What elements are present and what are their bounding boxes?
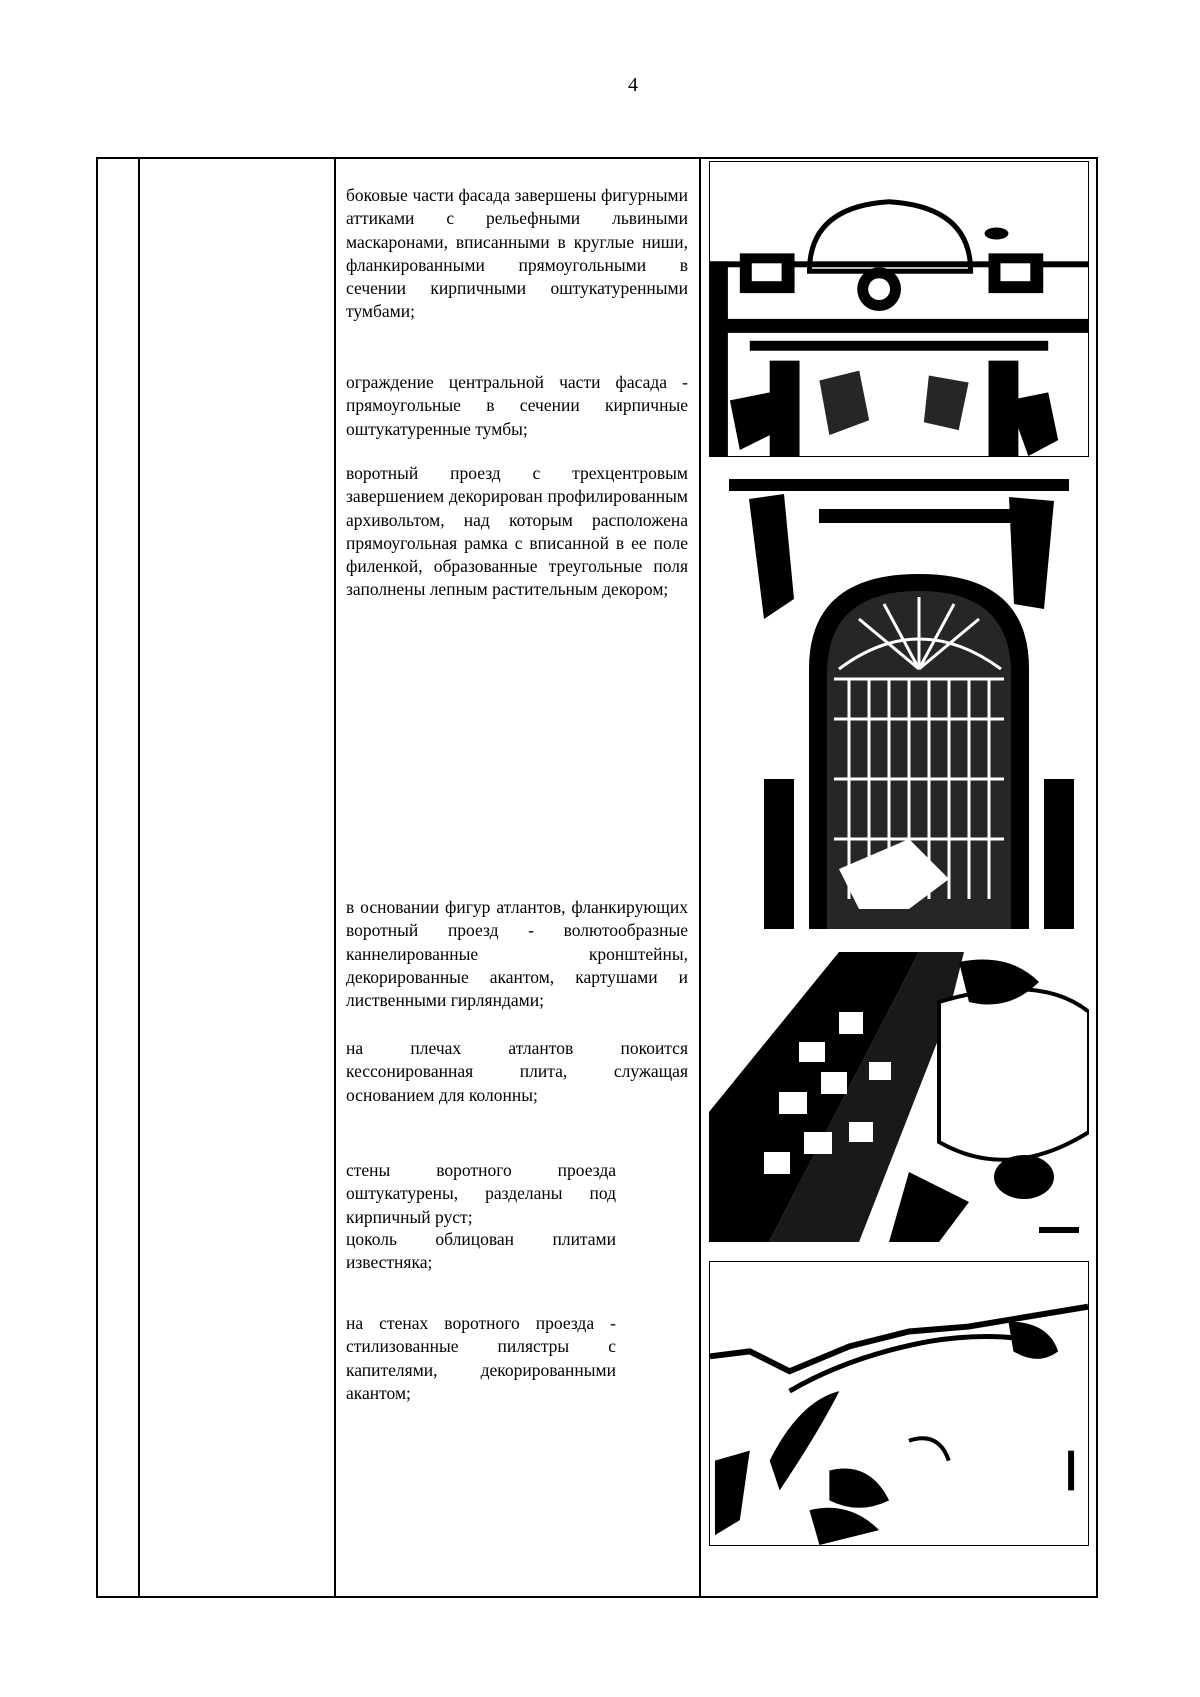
photo-pilaster-capital bbox=[709, 1261, 1089, 1546]
description-table bbox=[96, 157, 1098, 1598]
photo-coffered-slab bbox=[709, 952, 1089, 1242]
photo-gateway-arch bbox=[709, 479, 1089, 929]
description-plinth: цоколь облицован плитами известняка; bbox=[346, 1229, 616, 1273]
page-number: 4 bbox=[628, 74, 638, 96]
photo-attic-mascaron bbox=[709, 161, 1089, 457]
column-divider bbox=[138, 159, 140, 1596]
description-atlas-base: в основании фигур атлантов, фланкирующих воротный проезд - волютообразные каннелированные кронштейны, декорированные акантом, картушами и лиственными гирляндами; bbox=[346, 897, 688, 1011]
description-side-attics: боковые части фасада завершены фигурными аттиками с рельефными львиными маскаронами, вписанными в круглые ниши, фланкированными прямоугольными в сечении кирпичными оштукатуренными тумбами; bbox=[346, 185, 688, 322]
description-central-fence: ограждение центральной части фасада - прямоугольные в сечении кирпичные оштукатуренные тумбы; bbox=[346, 372, 688, 439]
column-divider bbox=[699, 159, 701, 1596]
description-gateway-arch: воротный проезд с трехцентровым завершением декорирован профилированным архивольтом, над которым расположена прямоугольная рамка с вписанной в ее поле филенкой, образованные треугольные поля заполнены лепным растительным декором; bbox=[346, 463, 688, 600]
description-coffered-slab: на плечах атлантов покоится кессонированная плита, служащая основанием для колонны; bbox=[346, 1038, 688, 1105]
description-pilasters: на стенах воротного проезда - стилизованные пилястры с капителями, декорированными акантом; bbox=[346, 1313, 616, 1403]
description-gateway-walls: стены воротного проезда оштукатурены, разделаны под кирпичный руст; bbox=[346, 1160, 616, 1227]
column-divider bbox=[334, 159, 336, 1596]
